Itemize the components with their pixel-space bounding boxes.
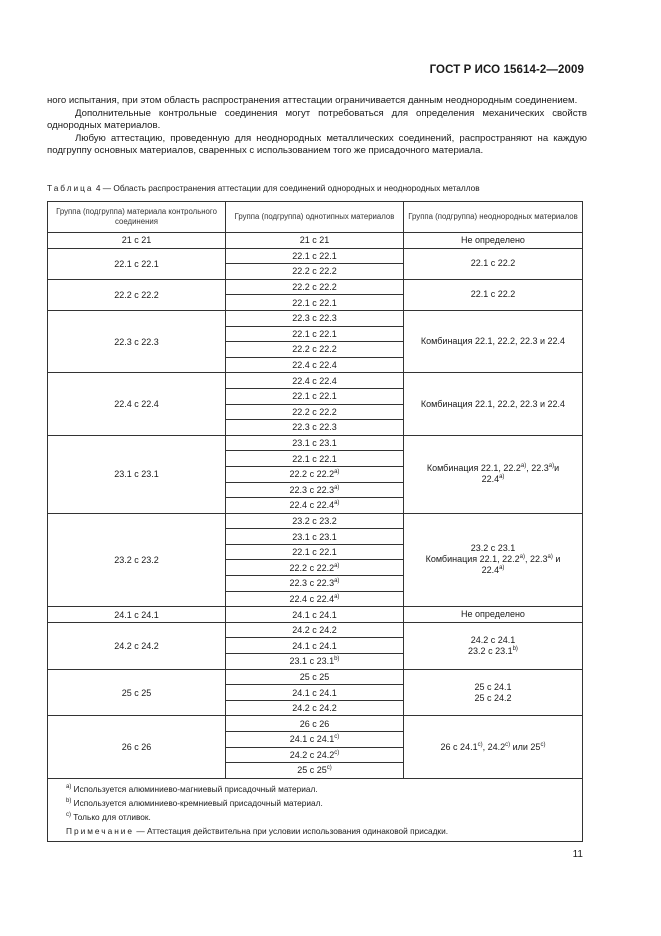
table-caption-number: 4 <box>95 183 101 193</box>
similar-material-cell <box>226 716 404 732</box>
footnote <box>66 782 564 796</box>
dissimilar-material-cell <box>404 279 583 310</box>
test-piece-group-cell: 21 с 21 <box>48 233 226 249</box>
dissimilar-material-text: 25 с 24.1 <box>474 681 512 692</box>
similar-material-text: 23.1 с 23.1 <box>292 531 337 542</box>
dissimilar-material-text: 22.1 с 22.2 <box>470 289 516 300</box>
dissimilar-material-text: 23.2 с 23.1 <box>470 543 516 554</box>
table-row <box>48 279 583 295</box>
dissimilar-material-text: 22.4 <box>481 565 500 576</box>
dissimilar-material-line <box>407 543 579 554</box>
similar-material-text: 24.1 с 24.1 <box>292 609 337 620</box>
footnote-marker: c) <box>477 741 483 748</box>
dissimilar-material-text: Комбинация 22.1, 22.2, 22.3 и 22.4 <box>420 336 566 347</box>
similar-material-text: 24.2 с 24.2 <box>292 625 337 636</box>
similar-material-cell <box>226 326 404 342</box>
table-caption-text: — Область распространения аттестации для соединений однородных и неоднородных металлов <box>102 183 480 193</box>
similar-material-cell <box>226 654 404 670</box>
table-row <box>48 233 583 249</box>
dissimilar-material-text: 23.2 с 23.1 <box>468 645 513 656</box>
dissimilar-material-cell <box>404 310 583 372</box>
similar-material-text: 22.2 с 22.2 <box>292 266 337 277</box>
similar-material-text: 24.2 с 24.2 <box>289 749 335 760</box>
similar-material-text: 24.1 с 24.1 <box>289 734 335 745</box>
similar-material-cell <box>226 373 404 389</box>
dissimilar-material-line <box>407 463 579 474</box>
dissimilar-material-line <box>407 635 579 646</box>
table-row <box>48 435 583 451</box>
similar-material-cell <box>226 342 404 358</box>
dissimilar-material-line <box>407 682 579 693</box>
similar-material-cell <box>226 560 404 576</box>
test-piece-group-cell: 24.2 с 24.2 <box>48 622 226 669</box>
similar-material-text: 22.4 с 22.4 <box>289 593 335 604</box>
similar-material-cell <box>226 295 404 311</box>
dissimilar-material-line <box>407 742 579 753</box>
document-header: ГОСТ Р ИСО 15614-2—2009 <box>429 64 584 76</box>
test-piece-group-cell: 22.1 с 22.1 <box>48 248 226 279</box>
similar-material-text: 22.1 с 22.1 <box>292 297 337 308</box>
similar-material-text: 22.4 с 22.4 <box>289 500 335 511</box>
dissimilar-material-text: , 24.2 <box>482 741 506 752</box>
dissimilar-material-cell <box>404 248 583 279</box>
footnote-marker: a) <box>334 484 340 491</box>
dissimilar-material-text: 26 с 24.1 <box>440 741 478 752</box>
similar-material-cell <box>226 700 404 716</box>
dissimilar-material-text: 25 с 24.2 <box>474 692 512 703</box>
similar-material-text: 24.1 с 24.1 <box>292 640 337 651</box>
similar-material-cell <box>226 622 404 638</box>
similar-material-text: 22.1 с 22.1 <box>292 250 337 261</box>
footnote-marker: a) <box>499 474 505 481</box>
footnote-marker: c) <box>326 765 332 772</box>
dissimilar-material-line <box>407 554 579 565</box>
table-note-label: Примечание <box>66 825 135 836</box>
similar-material-text: 24.2 с 24.2 <box>292 703 337 714</box>
footnote-text: Только для отливок. <box>71 811 151 822</box>
footnote-text: Используется алюминиево-магниевый присадочный материал. <box>71 783 318 794</box>
dissimilar-material-line <box>407 399 579 410</box>
footnote-marker: c) <box>334 749 340 756</box>
similar-material-cell <box>226 248 404 264</box>
similar-material-text: 21 с 21 <box>299 235 330 246</box>
dissimilar-material-line <box>407 565 579 576</box>
footnote-marker: a) <box>547 554 553 561</box>
test-piece-group-cell: 22.3 с 22.3 <box>48 310 226 372</box>
dissimilar-material-text: Не определено <box>461 609 525 620</box>
footnote <box>66 810 564 824</box>
dissimilar-material-text: , 22.3 <box>526 463 549 474</box>
similar-material-text: 22.1 с 22.1 <box>292 547 337 558</box>
table-caption-label: Таблица <box>47 183 94 193</box>
similar-material-cell <box>226 310 404 326</box>
dissimilar-material-text: 22.4 <box>481 474 500 485</box>
test-piece-group-cell: 23.1 с 23.1 <box>48 435 226 513</box>
dissimilar-material-text: 22.1 с 22.2 <box>470 258 516 269</box>
footnote-marker: b) <box>66 797 72 804</box>
dissimilar-material-text: или 25 <box>510 741 541 752</box>
dissimilar-material-line <box>407 258 579 269</box>
similar-material-text: 22.4 с 22.4 <box>292 375 337 386</box>
test-piece-group-cell: 22.2 с 22.2 <box>48 279 226 310</box>
similar-material-cell <box>226 233 404 249</box>
table-caption <box>47 183 480 193</box>
dissimilar-material-cell <box>404 373 583 435</box>
table-row <box>48 248 583 264</box>
similar-material-text: 23.1 с 23.1 <box>292 438 337 449</box>
similar-material-cell <box>226 498 404 514</box>
footnote-text: Используется алюминиево-кремниевый присадочный материал. <box>71 797 323 808</box>
footnote-marker: a) <box>334 593 340 600</box>
table-row <box>48 310 583 326</box>
similar-material-cell <box>226 638 404 654</box>
footnote-marker: c) <box>540 741 546 748</box>
similar-material-text: 22.2 с 22.2 <box>289 562 335 573</box>
dissimilar-material-line <box>407 693 579 704</box>
footnote-marker: b) <box>334 656 340 663</box>
dissimilar-material-text: , 22.3 <box>525 554 548 565</box>
table-row <box>48 716 583 732</box>
similar-material-text: 25 с 25 <box>297 765 327 776</box>
table-row <box>48 607 583 623</box>
table-header-row <box>48 202 583 233</box>
table-note-text: — Аттестация действительна при условии использования одинаковой присадки. <box>134 825 449 836</box>
dissimilar-material-text: и <box>552 554 561 565</box>
similar-material-text: 22.1 с 22.1 <box>292 328 337 339</box>
footnote-marker: a) <box>334 469 340 476</box>
body-text <box>47 95 587 158</box>
similar-material-cell <box>226 591 404 607</box>
similar-material-cell <box>226 357 404 373</box>
similar-material-text: 22.3 с 22.3 <box>292 313 337 324</box>
dissimilar-material-cell <box>404 435 583 513</box>
similar-material-cell <box>226 685 404 701</box>
similar-material-text: 23.2 с 23.2 <box>292 515 337 526</box>
similar-material-cell <box>226 451 404 467</box>
similar-material-cell <box>226 466 404 482</box>
similar-material-text: 22.3 с 22.3 <box>289 578 335 589</box>
footnote-marker: c) <box>505 741 511 748</box>
similar-material-cell <box>226 279 404 295</box>
similar-material-cell <box>226 529 404 545</box>
similar-material-cell <box>226 576 404 592</box>
footnote-marker: a) <box>548 463 555 470</box>
similar-material-cell <box>226 435 404 451</box>
dissimilar-material-cell <box>404 669 583 716</box>
test-piece-group-cell: 23.2 с 23.2 <box>48 513 226 607</box>
dissimilar-material-text: и <box>554 463 560 474</box>
column-header-test-piece: Группа (подгруппа) материала контрольного соединения <box>48 202 226 233</box>
table-body <box>48 233 583 779</box>
table-note <box>66 824 564 838</box>
similar-material-text: 23.1 с 23.1 <box>289 656 335 667</box>
footnote-marker: c) <box>66 811 71 818</box>
dissimilar-material-line <box>407 289 579 300</box>
similar-material-text: 22.2 с 22.2 <box>292 344 337 355</box>
similar-material-cell <box>226 388 404 404</box>
dissimilar-material-cell <box>404 607 583 623</box>
similar-material-text: 25 с 25 <box>299 671 330 682</box>
footnote-marker: a) <box>334 562 340 569</box>
table-notes <box>48 778 583 841</box>
similar-material-cell <box>226 732 404 748</box>
dissimilar-material-cell <box>404 622 583 669</box>
similar-material-cell <box>226 482 404 498</box>
dissimilar-material-text: Комбинация 22.1, 22.2, 22.3 и 22.4 <box>420 398 566 409</box>
dissimilar-material-text: Не определено <box>461 234 525 245</box>
footnote-marker: b) <box>512 645 518 652</box>
similar-material-text: 22.2 с 22.2 <box>289 469 335 480</box>
test-piece-group-cell: 25 с 25 <box>48 669 226 716</box>
similar-material-text: 22.2 с 22.2 <box>292 282 337 293</box>
test-piece-group-cell: 26 с 26 <box>48 716 226 778</box>
column-header-similar-materials: Группа (подгруппа) однотипных материалов <box>226 202 404 233</box>
dissimilar-material-text: 24.2 с 24.1 <box>470 634 516 645</box>
dissimilar-material-line <box>407 235 579 246</box>
column-header-dissimilar-materials: Группа (подгруппа) неоднородных материалов <box>404 202 583 233</box>
similar-material-cell <box>226 747 404 763</box>
footnote <box>66 796 564 810</box>
dissimilar-material-line <box>407 474 579 485</box>
similar-material-cell <box>226 513 404 529</box>
similar-material-text: 22.3 с 22.3 <box>289 484 335 495</box>
similar-material-text: 26 с 26 <box>299 718 330 729</box>
footnote-marker: a) <box>334 578 340 585</box>
paragraph: Дополнительные контрольные соединения могут потребоваться для определения механических свойств однородных материалов. <box>47 107 587 131</box>
dissimilar-material-text: Комбинация 22.1, 22.2 <box>426 463 521 474</box>
similar-material-text: 22.1 с 22.1 <box>292 391 337 402</box>
footnote-marker: a) <box>519 554 526 561</box>
paragraph: Любую аттестацию, проведенную для неоднородных металлических соединений, распространяют на каждую подгруппу основных материалов, сваренных с использованием того же присадочного материала. <box>47 132 587 156</box>
similar-material-text: 24.1 с 24.1 <box>292 687 337 698</box>
similar-material-cell <box>226 544 404 560</box>
page-number: 11 <box>572 849 583 860</box>
footnote-marker: a) <box>499 565 505 572</box>
similar-material-cell <box>226 404 404 420</box>
table-notes-row <box>48 778 583 841</box>
similar-material-text: 22.1 с 22.1 <box>292 453 337 464</box>
table-row <box>48 373 583 389</box>
similar-material-cell <box>226 669 404 685</box>
table-row <box>48 669 583 685</box>
similar-material-cell <box>226 763 404 779</box>
similar-material-text: 22.2 с 22.2 <box>292 406 337 417</box>
paragraph: ного испытания, при этом область распространения аттестации ограничивается данным неоднородным соединением. <box>47 95 578 106</box>
dissimilar-material-line <box>407 646 579 657</box>
dissimilar-material-cell <box>404 233 583 249</box>
footnote-marker: c) <box>334 734 340 741</box>
dissimilar-material-cell <box>404 513 583 607</box>
similar-material-cell <box>226 264 404 280</box>
table-row <box>48 513 583 529</box>
similar-material-text: 22.3 с 22.3 <box>292 422 337 433</box>
test-piece-group-cell: 24.1 с 24.1 <box>48 607 226 623</box>
dissimilar-material-line <box>407 609 579 620</box>
table-row <box>48 622 583 638</box>
similar-material-cell <box>226 420 404 436</box>
dissimilar-material-line <box>407 336 579 347</box>
similar-material-cell <box>226 607 404 623</box>
dissimilar-material-cell <box>404 716 583 778</box>
similar-material-text: 22.4 с 22.4 <box>292 360 337 371</box>
footnote-marker: a) <box>520 463 527 470</box>
footnote-marker: a) <box>334 500 340 507</box>
footnote-marker: a) <box>66 783 72 790</box>
test-piece-group-cell: 22.4 с 22.4 <box>48 373 226 435</box>
qualification-range-table <box>47 201 583 842</box>
dissimilar-material-text: Комбинация 22.1, 22.2 <box>425 554 520 565</box>
